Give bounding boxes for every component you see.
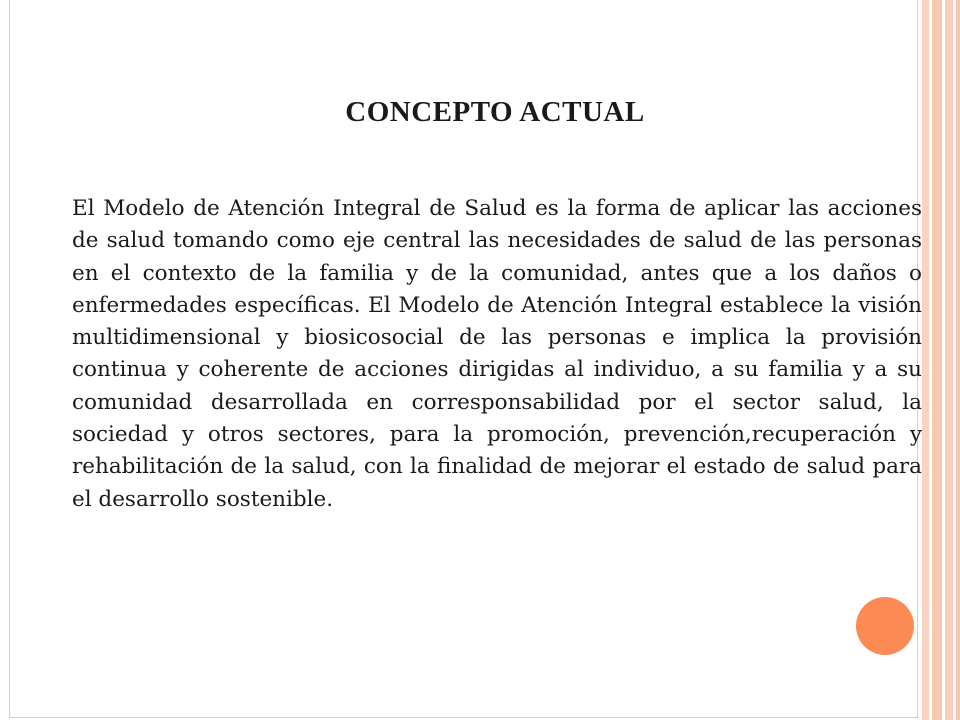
slide-body-text: El Modelo de Atención Integral de Salud es la forma de aplicar las acciones de salud tomando como eje central las necesidades de salud de las personas en el contexto de la familia y de la comunidad, antes que a los daños o enfermedades específicas. El Modelo de Atención Integral establece la visión multidimensional y biosicosocial de las personas e implica la provisión continua y coherente de acciones dirigidas al individuo, a su familia y a su comunidad desarrollada en corresponsabilidad por el sector salud, la sociedad y otros sectores, para la promoción, prevención,recuperación y rehabilitación de la salud, con la finalidad de mejorar el estado de salud para el desarrollo sostenible. [72,196,922,512]
decorative-orange-circle [856,597,914,655]
slide-title: CONCEPTO ACTUAL [345,96,645,128]
